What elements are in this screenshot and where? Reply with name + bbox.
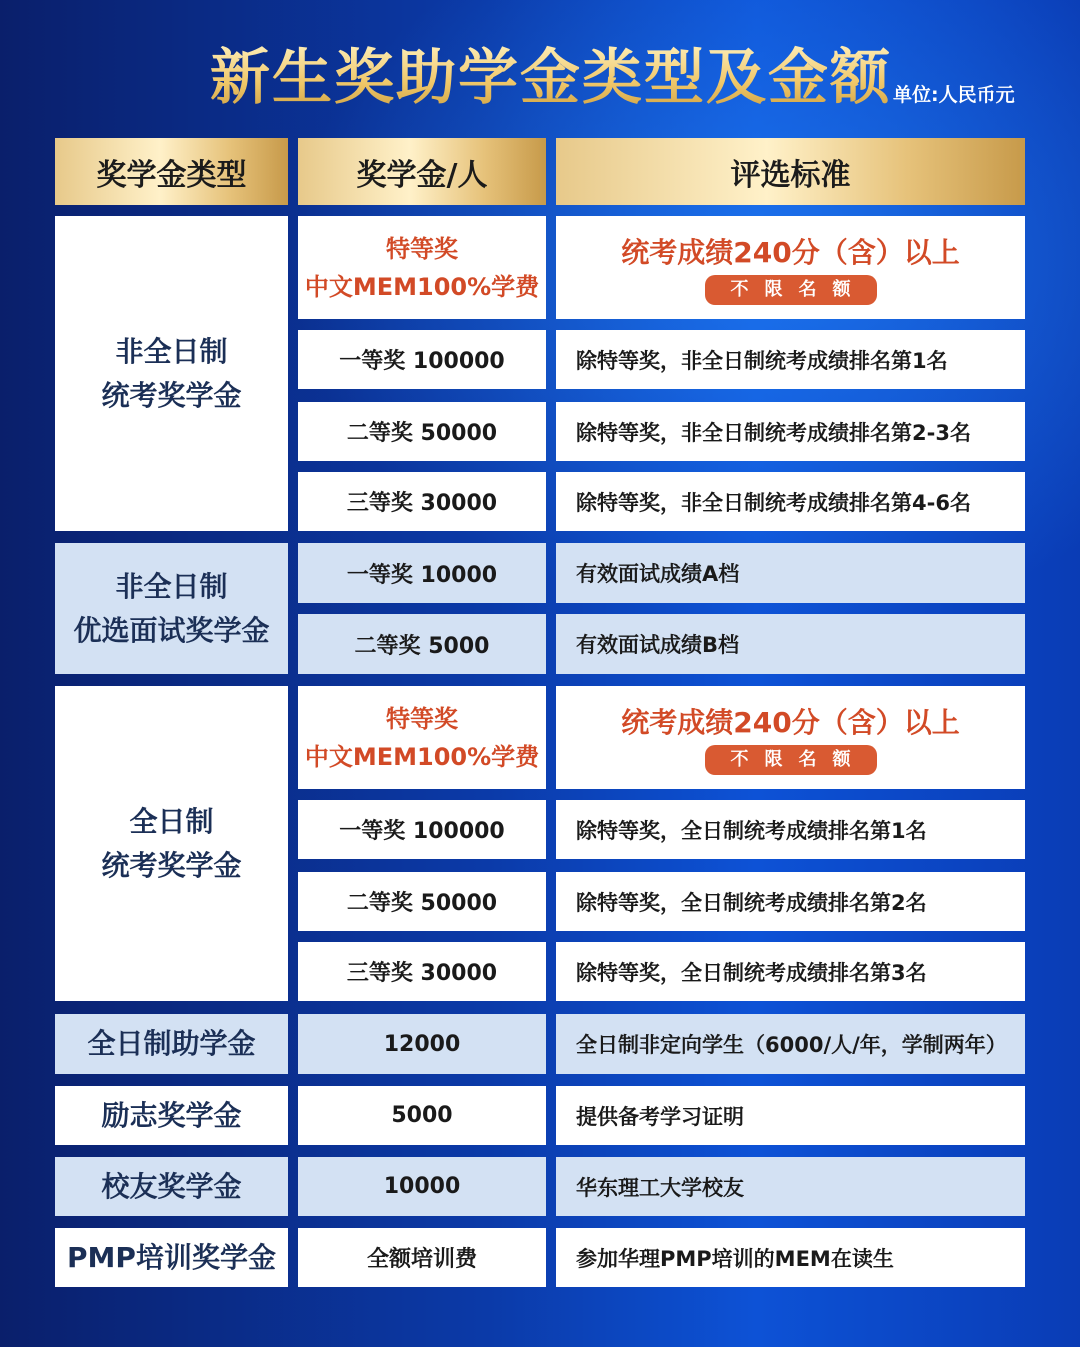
award-cell: 二等奖 5000 [298, 614, 546, 674]
type-pmp: PMP培训奖学金 [55, 1228, 288, 1287]
criteria-cell: 提供备考学习证明 [556, 1086, 1025, 1145]
type-alumni: 校友奖学金 [55, 1157, 288, 1216]
award-cell: 一等奖 10000 [298, 543, 546, 603]
award-cell: 一等奖 100000 [298, 800, 546, 859]
criteria-cell: 除特等奖，非全日制统考成绩排名第1名 [556, 330, 1025, 389]
type-pt-interview [55, 543, 288, 674]
criteria-cell: 有效面试成绩A档 [556, 543, 1025, 603]
criteria-cell: 有效面试成绩B档 [556, 614, 1025, 674]
page-title: 新生奖助学金类型及金额 [210, 38, 892, 118]
criteria-cell: 除特等奖，非全日制统考成绩排名第4-6名 [556, 472, 1025, 531]
special-award-title: 特等奖 [386, 704, 458, 733]
special-award-amount: 中文MEM100%学费 [304, 272, 540, 301]
criteria-cell: 参加华理PMP培训的MEM在读生 [556, 1228, 1025, 1287]
header-criteria: 评选标准 [556, 138, 1025, 205]
criteria-cell: 华东理工大学校友 [556, 1157, 1025, 1216]
type-ft-grant: 全日制助学金 [55, 1014, 288, 1074]
type-line: 统考奖学金 [101, 378, 242, 412]
award-cell: 10000 [298, 1157, 546, 1216]
award-cell: 全额培训费 [298, 1228, 546, 1287]
type-pt-exam [55, 216, 288, 531]
special-award-amount: 中文MEM100%学费 [304, 742, 540, 771]
criteria-cell: 除特等奖，全日制统考成绩排名第1名 [556, 800, 1025, 859]
type-line: 非全日制 [115, 569, 228, 603]
award-cell: 12000 [298, 1014, 546, 1074]
criteria-cell: 除特等奖，全日制统考成绩排名第2名 [556, 872, 1025, 931]
type-line: 统考奖学金 [101, 848, 242, 882]
special-criteria: 统考成绩240分（含）以上 [621, 235, 960, 269]
special-award-cell [298, 216, 546, 319]
unit-label: 单位:人民币元 [893, 84, 1015, 106]
award-cell: 5000 [298, 1086, 546, 1145]
type-line: 优选面试奖学金 [73, 613, 270, 647]
award-cell: 一等奖 100000 [298, 330, 546, 389]
type-ft-exam [55, 686, 288, 1001]
criteria-cell: 全日制非定向学生（6000/人/年，学制两年） [556, 1014, 1025, 1074]
header-type: 奖学金类型 [55, 138, 288, 205]
criteria-cell: 除特等奖，全日制统考成绩排名第3名 [556, 942, 1025, 1001]
special-criteria-cell [556, 216, 1025, 319]
type-line: 全日制 [129, 804, 214, 838]
special-criteria-cell [556, 686, 1025, 789]
award-cell: 二等奖 50000 [298, 872, 546, 931]
unlimited-badge: 不限名额 [705, 275, 877, 305]
special-award-cell [298, 686, 546, 789]
special-criteria: 统考成绩240分（含）以上 [621, 705, 960, 739]
header-amount: 奖学金/人 [298, 138, 546, 205]
award-cell: 二等奖 50000 [298, 402, 546, 461]
special-award-title: 特等奖 [386, 234, 458, 263]
award-cell: 三等奖 30000 [298, 472, 546, 531]
unlimited-badge: 不限名额 [705, 745, 877, 775]
award-cell: 三等奖 30000 [298, 942, 546, 1001]
type-motivation: 励志奖学金 [55, 1086, 288, 1145]
type-line: 非全日制 [115, 334, 228, 368]
criteria-cell: 除特等奖，非全日制统考成绩排名第2-3名 [556, 402, 1025, 461]
